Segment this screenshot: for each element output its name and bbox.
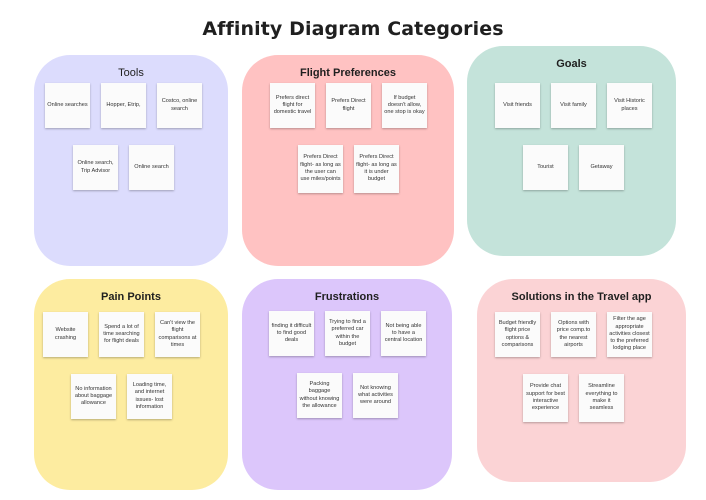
sticky-note[interactable]: Costco, online search: [157, 83, 202, 128]
sticky-note[interactable]: Not being able to have a central location: [381, 311, 426, 356]
sticky-note[interactable]: Visit Historic places: [607, 83, 652, 128]
sticky-note[interactable]: Can't view the flight comparisons at times: [155, 312, 200, 357]
panel-tools: [34, 55, 228, 266]
sticky-note[interactable]: Provide chat support for best interactive experience: [523, 374, 568, 422]
panel-solutions: [477, 279, 686, 482]
sticky-note[interactable]: Online search, Trip Advisor: [73, 145, 118, 190]
sticky-note[interactable]: Prefers Direct flight: [326, 83, 371, 128]
sticky-note[interactable]: Tourist: [523, 145, 568, 190]
panel-goals: [467, 46, 676, 256]
sticky-note[interactable]: No information about baggage allowance: [71, 374, 116, 419]
panel-title-goals: Goals: [556, 58, 587, 70]
sticky-note[interactable]: Getaway: [579, 145, 624, 190]
sticky-note[interactable]: Options with price comp.to the nearest airports: [551, 312, 596, 357]
sticky-note[interactable]: Prefers direct flight for domestic travel: [270, 83, 315, 128]
panel-title-tools: Tools: [118, 67, 144, 79]
panel-title-solutions: Solutions in the Travel app: [511, 291, 652, 303]
sticky-note[interactable]: Loading time, and internet issues- lost information: [127, 374, 172, 419]
sticky-note[interactable]: Trying to find a preferred car within the budget: [325, 311, 370, 356]
sticky-note[interactable]: Prefers Direct flight- as long as it is under budget: [354, 145, 399, 193]
sticky-note[interactable]: Filter the age appropriate activities closest to the preferred lodging place: [607, 312, 652, 357]
panel-title-flight-preferences: Flight Preferences: [300, 67, 396, 79]
sticky-note[interactable]: If budget doesn't allow, one stop is okay: [382, 83, 427, 128]
sticky-note[interactable]: Packing baggage without knowing the allowance: [297, 373, 342, 418]
sticky-note[interactable]: Hopper, Etrip,: [101, 83, 146, 128]
diagram-title: Affinity Diagram Categories: [202, 18, 504, 40]
sticky-note[interactable]: Website crashing: [43, 312, 88, 357]
sticky-note[interactable]: finding it difficult to find good deals: [269, 311, 314, 356]
sticky-note[interactable]: Spend a lot of time searching for flight deals: [99, 312, 144, 357]
sticky-note[interactable]: Visit friends: [495, 83, 540, 128]
panel-title-frustrations: Frustrations: [314, 291, 380, 303]
sticky-note[interactable]: Budget friendly flight price options & comparisons: [495, 312, 540, 357]
panel-pain-points: [34, 279, 228, 490]
panel-title-pain-points: Pain Points: [101, 291, 161, 303]
sticky-note[interactable]: Visit family: [551, 83, 596, 128]
sticky-note[interactable]: Not knowing what activities were around: [353, 373, 398, 418]
sticky-note[interactable]: Prefers Direct flight- as long as the user can use miles/points: [298, 145, 343, 193]
panel-flight-preferences: [242, 55, 454, 266]
sticky-note[interactable]: Online search: [129, 145, 174, 190]
sticky-note[interactable]: Streamline everything to make it seamless: [579, 374, 624, 422]
panel-frustrations: [242, 279, 452, 490]
sticky-note[interactable]: Online searches: [45, 83, 90, 128]
